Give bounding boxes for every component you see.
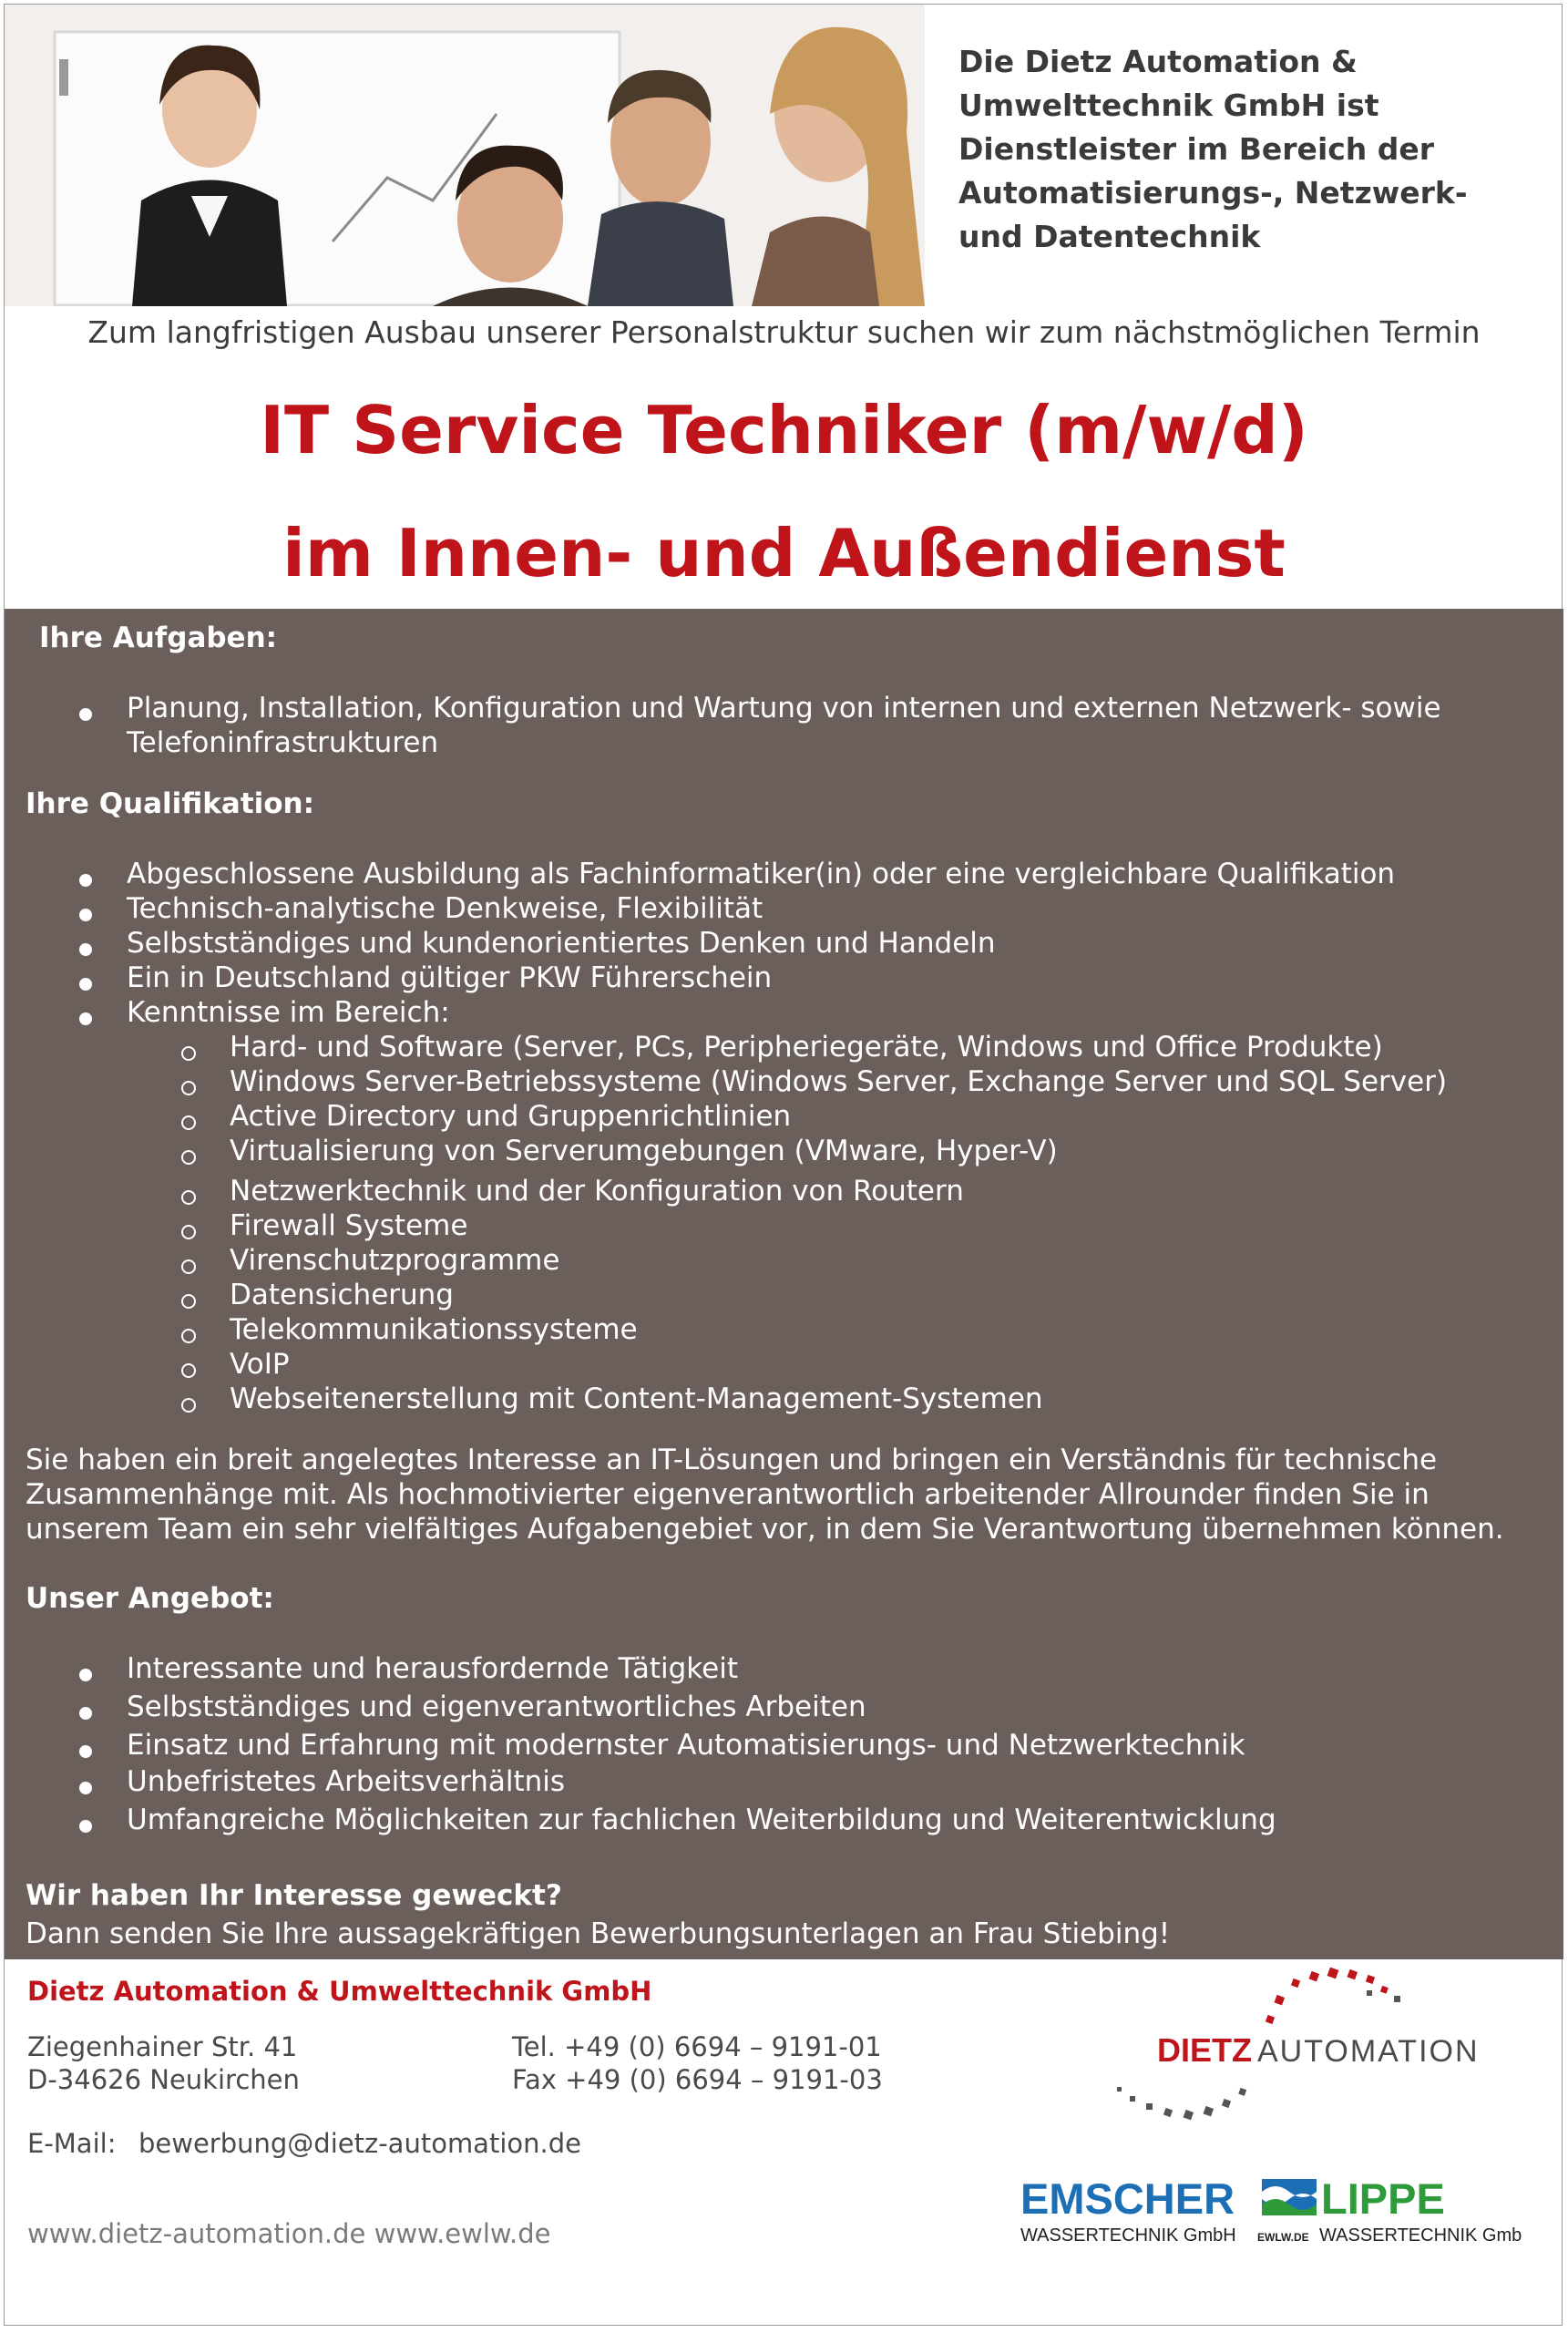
bullet-icon xyxy=(79,943,92,956)
tasks-heading: Ihre Aufgaben: xyxy=(39,622,278,654)
sub-list-item: Firewall Systeme xyxy=(230,1209,468,1242)
job-details-panel xyxy=(5,609,1563,1959)
bullet-icon xyxy=(79,874,92,887)
bullet-icon xyxy=(79,1820,92,1833)
qualification-heading: Ihre Qualifikation: xyxy=(26,787,315,820)
emscher-subtitle: WASSERTECHNIK GmbH xyxy=(1020,2225,1236,2246)
circle-bullet-icon xyxy=(181,1046,196,1061)
job-title: IT Service Techniker (m/w/d) xyxy=(260,392,1308,468)
circle-bullet-icon xyxy=(181,1081,196,1095)
cta-text: Dann senden Sie Ihre aussagekräftigen Bewerbungsunterlagen an Frau Stiebing! xyxy=(26,1917,1171,1950)
bullet-icon xyxy=(79,909,92,921)
dietz-logo-word: DIETZ xyxy=(1157,2031,1252,2069)
sub-list-item: Telekommunikationssysteme xyxy=(230,1313,638,1346)
bullet-icon xyxy=(79,1707,92,1720)
email-label: E-Mail: xyxy=(27,2128,117,2159)
bullet-icon xyxy=(79,1745,92,1758)
phone-number: Tel. +49 (0) 6694 – 9191-01 xyxy=(512,2031,882,2062)
circle-bullet-icon xyxy=(181,1150,196,1165)
circle-bullet-icon xyxy=(181,1115,196,1130)
automation-logo-word: AUTOMATION xyxy=(1257,2034,1480,2069)
bullet-icon xyxy=(79,978,92,991)
lippe-logo-word: LIPPE xyxy=(1321,2174,1445,2223)
bullet-icon xyxy=(79,1782,92,1794)
emscher-logo-word: EMSCHER xyxy=(1020,2174,1235,2223)
intro-line: Automatisierungs-, Netzwerk- xyxy=(958,175,1468,211)
description-line: Sie haben ein breit angelegtes Interesse an IT-Lösungen und bringen ein Verständnis für technische xyxy=(26,1444,1438,1476)
sub-list-item: Active Directory und Gruppenrichtlinien xyxy=(230,1100,792,1133)
subheadline: Zum langfristigen Ausbau unserer Personalstruktur suchen wir zum nächstmöglichen Termin xyxy=(87,314,1481,350)
circle-bullet-icon xyxy=(181,1225,196,1239)
offer-heading: Unser Angebot: xyxy=(26,1582,274,1615)
list-item: Abgeschlossene Ausbildung als Fachinformatiker(in) oder eine vergleichbare Qualifikation xyxy=(127,858,1396,890)
list-item: Unbefristetes Arbeitsverhältnis xyxy=(127,1765,566,1798)
ewlw-wave-icon xyxy=(1262,2179,1317,2215)
circle-bullet-icon xyxy=(181,1363,196,1378)
list-item: Ein in Deutschland gültiger PKW Führerschein xyxy=(127,961,773,994)
street-address: Ziegenhainer Str. 41 xyxy=(27,2031,298,2062)
description-line: unserem Team ein sehr vielfältiges Aufgabengebiet vor, in dem Sie Verantwortung übernehmen können. xyxy=(26,1513,1504,1546)
job-title-line2: im Innen- und Außendienst xyxy=(282,515,1286,591)
intro-line: Die Dietz Automation & xyxy=(958,44,1358,79)
list-item: Telefoninfrastrukturen xyxy=(127,726,439,759)
sub-list-item: Netzwerktechnik und der Konfiguration von Routern xyxy=(230,1175,964,1208)
company-name: Dietz Automation & Umwelttechnik GmbH xyxy=(27,1976,652,2007)
description-line: Zusammenhänge mit. Als hochmotivierter eigenverantwortlich arbeitender Allrounder finden Sie in xyxy=(26,1478,1430,1511)
email-link[interactable]: bewerbung@dietz-automation.de xyxy=(138,2128,581,2159)
ewlw-label: EWLW.DE xyxy=(1257,2231,1309,2244)
list-item: Kenntnisse im Bereich: xyxy=(127,996,450,1029)
intro-line: Umwelttechnik GmbH ist xyxy=(958,87,1379,123)
circle-bullet-icon xyxy=(181,1294,196,1309)
list-item: Einsatz und Erfahrung mit modernster Automatisierungs- und Netzwerktechnik xyxy=(127,1729,1245,1762)
cta-heading: Wir haben Ihr Interesse geweckt? xyxy=(26,1879,562,1912)
list-item: Technisch-analytische Denkweise, Flexibilität xyxy=(127,892,764,925)
sub-list-item: Datensicherung xyxy=(230,1279,454,1311)
website-links[interactable]: www.dietz-automation.de www.ewlw.de xyxy=(27,2218,551,2249)
bullet-icon xyxy=(79,1669,92,1681)
sub-list-item: VoIP xyxy=(230,1348,290,1381)
circle-bullet-icon xyxy=(181,1329,196,1343)
sub-list-item: Virtualisierung von Serverumgebungen (VMware, Hyper-V) xyxy=(230,1135,1058,1167)
sub-list-item: Webseitenerstellung mit Content-Management-Systemen xyxy=(230,1382,1043,1415)
sub-list-item: Hard- und Software (Server, PCs, Peripheriegeräte, Windows und Office Produkte) xyxy=(230,1031,1383,1064)
list-item: Selbstständiges und kundenorientiertes Denken und Handeln xyxy=(127,927,996,960)
intro-line: und Datentechnik xyxy=(958,219,1261,254)
emscher-lippe-logo xyxy=(1019,2174,1522,2248)
list-item: Selbstständiges und eigenverantwortliches Arbeiten xyxy=(127,1691,866,1723)
circle-bullet-icon xyxy=(181,1259,196,1274)
list-item: Planung, Installation, Konfiguration und Wartung von internen und externen Netzwerk- sowie xyxy=(127,692,1441,725)
company-intro xyxy=(958,40,1542,259)
list-item: Umfangreiche Möglichkeiten zur fachlichen Weiterbildung und Weiterentwicklung xyxy=(127,1804,1276,1836)
intro-line: Dienstleister im Bereich der xyxy=(958,131,1435,167)
fax-number: Fax +49 (0) 6694 – 9191-03 xyxy=(512,2064,883,2095)
circle-bullet-icon xyxy=(181,1190,196,1205)
city-address: D-34626 Neukirchen xyxy=(27,2064,300,2095)
dietz-automation-logo xyxy=(1093,1959,1549,2133)
circle-bullet-icon xyxy=(181,1398,196,1413)
team-photo xyxy=(5,5,925,306)
bullet-icon xyxy=(79,1012,92,1025)
lippe-subtitle: WASSERTECHNIK GmbH xyxy=(1319,2225,1522,2246)
bullet-icon xyxy=(79,708,92,721)
list-item: Interessante und herausfordernde Tätigkeit xyxy=(127,1652,738,1685)
sub-list-item: Windows Server-Betriebssysteme (Windows Server, Exchange Server und SQL Server) xyxy=(230,1065,1448,1098)
sub-list-item: Virenschutzprogramme xyxy=(230,1244,560,1277)
